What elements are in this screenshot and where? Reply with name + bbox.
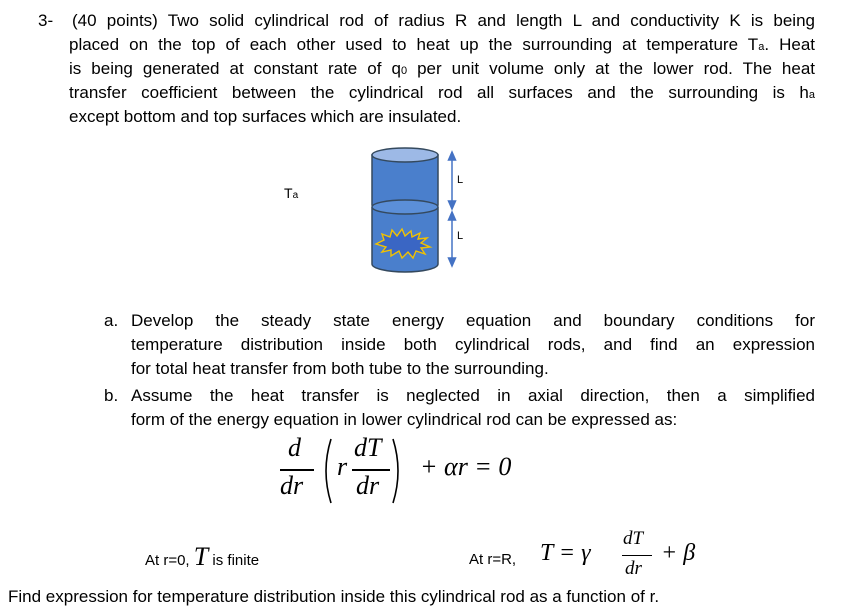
eq-dT-numerator: dT: [354, 433, 382, 462]
problem-line-4-text: transfer coefficient between the cylindrical rod all surfaces and the surrounding is h: [69, 83, 809, 102]
rod-interface: [372, 200, 438, 214]
part-b-line-2: form of the energy equation in lower cylindrical rod can be expressed as:: [131, 410, 678, 429]
problem-line-2: [69, 33, 815, 59]
eq-right-paren: [390, 438, 404, 504]
ta-label-sub: a: [292, 190, 299, 201]
q0-subscript: 0: [400, 65, 408, 77]
eq-left-paren: [320, 438, 334, 504]
lower-length-arrow: [449, 212, 456, 266]
energy-equation: [276, 432, 566, 512]
ta-subscript: a: [758, 41, 765, 53]
cylinder-figure: [360, 140, 480, 280]
problem-number: 3-: [38, 11, 54, 30]
problem-line-1: (40 points) Two solid cylindrical rod of radius R and length L and conductivity K is being: [72, 11, 815, 30]
bc-right-tail: + β: [661, 540, 696, 566]
ta-label: [284, 185, 298, 201]
part-b-line-1: Assume the heat transfer is neglected in axial direction, then a simplified: [131, 386, 815, 405]
part-a-line-2: temperature distribution inside both cylindrical rods, and find an expression: [131, 335, 815, 354]
problem-line-2-text: placed on the top of each other used to heat up the surrounding at temperature T: [69, 35, 759, 54]
ha-subscript: a: [808, 89, 815, 101]
part-a-line-1: Develop the steady state energy equation and boundary conditions for: [131, 311, 815, 330]
bc-left: [145, 542, 259, 572]
bc-right-numerator: dT: [623, 528, 644, 549]
eq-dr-denominator: dr: [280, 471, 304, 500]
lower-length-label: L: [457, 230, 464, 242]
problem-line-5: except bottom and top surfaces which are insulated.: [69, 107, 462, 126]
bc-left-suffix: is finite: [208, 552, 260, 569]
upper-rod-top: [372, 148, 438, 162]
bc-right-lhs: T = γ: [540, 540, 591, 566]
upper-length-arrow: [449, 152, 456, 209]
bc-right-prefix: At r=R,: [469, 551, 517, 568]
bc-left-T: T: [193, 542, 209, 571]
bc-right-denominator: dr: [625, 558, 642, 579]
problem-line-3-tail: per unit volume only at the lower rod. The heat: [407, 59, 816, 78]
part-a-marker: a.: [104, 311, 119, 330]
bc-left-prefix: At r=0,: [145, 552, 194, 569]
upper-length-label: L: [457, 174, 464, 186]
part-b-marker: b.: [104, 386, 119, 405]
eq-d-numerator: d: [288, 433, 301, 462]
problem-line-2-tail: . Heat: [764, 35, 815, 54]
eq-r: r: [337, 452, 348, 481]
problem-line-3-text: is being generated at constant rate of q: [69, 59, 401, 78]
ta-label-main: T: [284, 185, 293, 201]
eq-dr-denominator-2: dr: [356, 471, 380, 500]
problem-line-3: [69, 57, 815, 83]
eq-rest: + αr = 0: [420, 452, 512, 481]
bc-right-fraction-bar: [622, 555, 652, 556]
final-instruction: Find expression for temperature distribution inside this cylindrical rod as a function of r.: [8, 587, 660, 606]
part-a-line-3: for total heat transfer from both tube to the surrounding.: [131, 359, 549, 378]
problem-line-4: [69, 81, 815, 107]
